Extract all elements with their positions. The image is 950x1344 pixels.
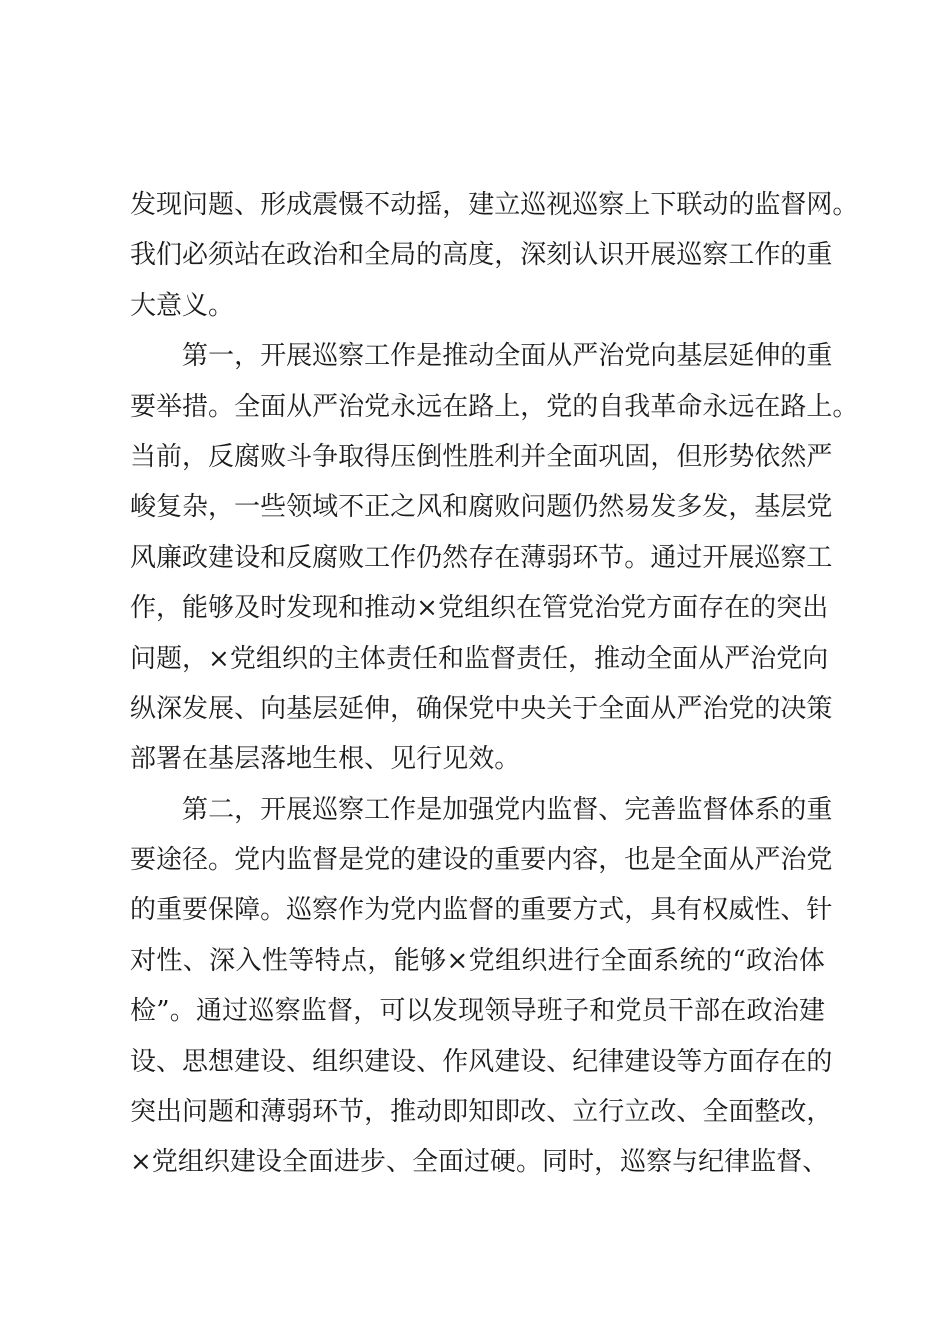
text-line: 大 意 义 。 [130,290,235,321]
text-line: 要 举 措 。 全 面 从 严 治 党 永 远 在 路 上 ， 党 的 自 我 革 命 永 远 在 路 上 。 [130,391,859,422]
text-line: 作 ， 能 够 及 时 发 现 和 推 动 × 党 组 织 在 管 党 治 党 方 面 存 在 的 突 出 [130,593,829,624]
text-line: 检 ” 。 通 过 巡 察 监 督 ， 可 以 发 现 领 导 班 子 和 党 员 干 部 在 政 治 建 [130,996,825,1027]
text-line: 突 出 问 题 和 薄 弱 环 节 ， 推 动 即 知 即 改 、 立 行 立 改 、 全 面 整 改 ， [130,1097,833,1128]
text-line: 部 署 在 基 层 落 地 生 根 、 见 行 见 效 。 [130,744,521,775]
text-line: × 党 组 织 建 设 全 面 进 步 、 全 面 过 硬 。 同 时 ， 巡 察 与 纪 律 监 督 、 [130,1147,829,1178]
text-line: 我 们 必 须 站 在 政 治 和 全 局 的 高 度 ， 深 刻 认 识 开 展 巡 察 工 作 的 重 [130,240,833,271]
body-text [130,180,859,1188]
text-line: 纵 深 发 展 、 向 基 层 延 伸 ， 确 保 党 中 央 关 于 全 面 从 严 治 党 的 决 策 [130,693,833,724]
text-line: 设 、 思 想 建 设 、 组 织 建 设 、 作 风 建 设 、 纪 律 建 设 等 方 面 存 在 的 [130,1046,833,1077]
text-line: 第 二 ， 开 展 巡 察 工 作 是 加 强 党 内 监 督 、 完 善 监 督 体 系 的 重 [182,794,833,825]
text-line: 第 一 ， 开 展 巡 察 工 作 是 推 动 全 面 从 严 治 党 向 基 层 延 伸 的 重 [182,341,833,372]
text-line: 问 题 ， × 党 组 织 的 主 体 责 任 和 监 督 责 任 ， 推 动 全 面 从 严 治 党 向 [130,643,829,674]
text-line: 发 现 问 题 、 形 成 震 慑 不 动 摇 ， 建 立 巡 视 巡 察 上 下 联 动 的 监 督 网 。 [130,190,859,220]
text-line: 对 性 、 深 入 性 等 特 点 ， 能 够 × 党 组 织 进 行 全 面 系 统 的 “ 政 治 体 [130,945,825,976]
text-line: 的 重 要 保 障 。 巡 察 作 为 党 内 监 督 的 重 要 方 式 ， 具 有 权 威 性 、 针 [130,895,833,926]
text-line: 要 途 径 。 党 内 监 督 是 党 的 建 设 的 重 要 内 容 ， 也 是 全 面 从 严 治 党 [130,845,833,876]
text-line: 当 前 ， 反 腐 败 斗 争 取 得 压 倒 性 胜 利 并 全 面 巩 固 ， 但 形 势 依 然 严 [130,441,833,472]
text-line: 风 廉 政 建 设 和 反 腐 败 工 作 仍 然 存 在 薄 弱 环 节 。 通 过 开 展 巡 察 工 [130,542,833,573]
text-line: 峻 复 杂 ， 一 些 领 域 不 正 之 风 和 腐 败 问 题 仍 然 易 发 多 发 ， 基 层 党 [130,492,833,523]
